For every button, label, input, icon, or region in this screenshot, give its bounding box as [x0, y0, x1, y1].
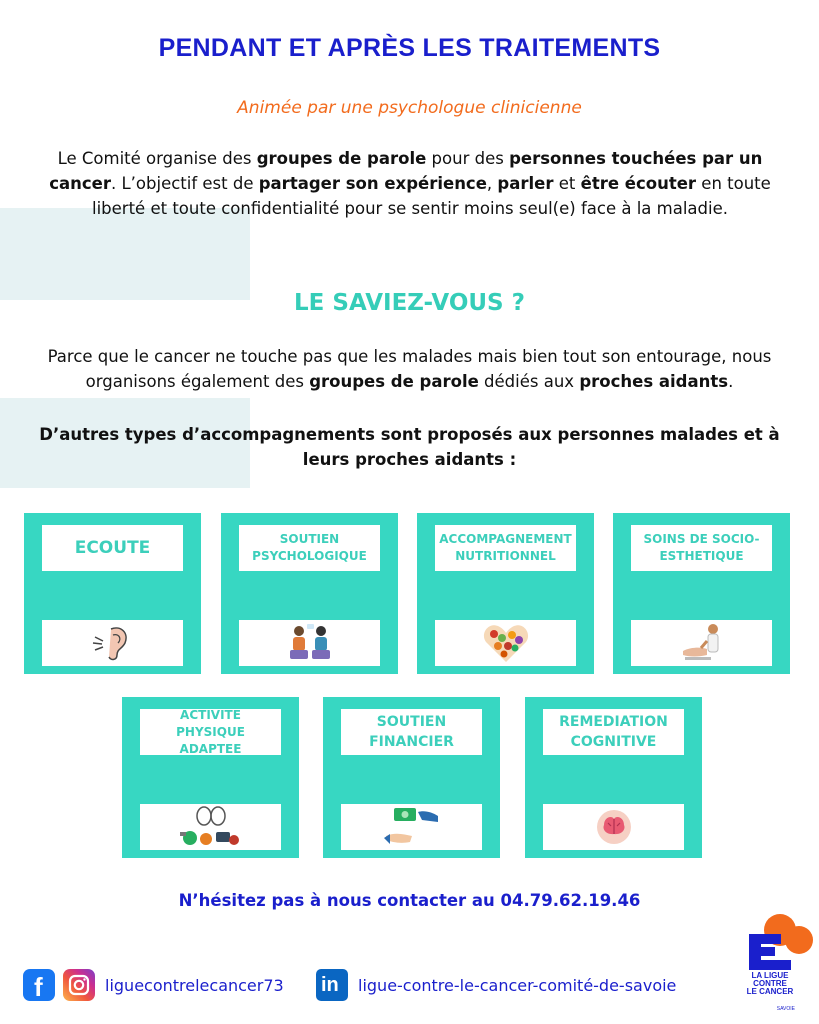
logo-subtext: SAVOIE	[776, 1006, 795, 1012]
card-label: ACCOMPAGNEMENT NUTRITIONNEL	[435, 525, 576, 571]
page-title: PENDANT ET APRÈS LES TRAITEMENTS	[158, 34, 661, 62]
card-label: ECOUTE	[42, 525, 183, 571]
page-subtitle: Animée par une psychologue clinicienne	[237, 98, 582, 118]
card-label: ACTIVITE PHYSIQUE ADAPTEE	[140, 709, 281, 755]
linkedin-icon[interactable]: in	[316, 969, 348, 1001]
card-ecoute	[24, 513, 201, 674]
beauty-care-icon	[631, 620, 772, 666]
ligue-logo-mark-icon	[745, 912, 815, 972]
contact-phone-text: N’hésitez pas à nous contacter au 04.79.62.19.46	[178, 891, 641, 910]
money-hand-icon	[341, 804, 482, 850]
sports-equipment-icon	[140, 804, 281, 850]
card-label: SOUTIEN FINANCIER	[341, 709, 482, 755]
card-remediation-cognitive	[525, 697, 702, 858]
brain-head-icon	[543, 804, 684, 850]
intro-paragraph: Le Comité organise des groupes de parole pour des personnes touchées par un cancer. L’objectif est de partager son expérience, parler et être écouter en toute liberté et toute confidentialité pour se sentir moins seul(e) face à la maladie.	[49, 149, 771, 218]
ligue-contre-le-cancer-logo	[745, 912, 815, 1016]
card-soutien-psychologique	[221, 513, 398, 674]
saviez-vous-heading: LE SAVIEZ-VOUS ?	[294, 290, 525, 316]
card-activite-physique-adaptee	[122, 697, 299, 858]
other-support-paragraph: D’autres types d’accompagnements sont proposés aux personnes malades et à leurs proches aidants :	[39, 425, 780, 469]
food-heart-icon	[435, 620, 576, 666]
card-label: SOINS DE SOCIO-ESTHETIQUE	[631, 525, 772, 571]
logo-text: LA LIGUE CONTRE LE CANCER	[746, 971, 794, 996]
proches-aidants-paragraph: Parce que le cancer ne touche pas que les malades mais bien tout son entourage, nous organisons également des groupes de parole dédiés aux proches aidants.	[47, 347, 772, 391]
facebook-icon[interactable]: f	[23, 969, 55, 1001]
social-links-left	[23, 968, 284, 1002]
linkedin-handle[interactable]: ligue-contre-le-cancer-comité-de-savoie	[358, 975, 677, 995]
social-links-right	[316, 968, 676, 1002]
social-handle[interactable]: liguecontrelecancer73	[105, 975, 284, 995]
card-label: SOUTIEN PSYCHOLOGIQUE	[239, 525, 380, 571]
decorative-band-top	[0, 208, 250, 300]
card-accompagnement-nutritionnel	[417, 513, 594, 674]
listening-ear-icon	[42, 620, 183, 666]
therapy-session-icon	[239, 620, 380, 666]
card-label: REMEDIATION COGNITIVE	[543, 709, 684, 755]
instagram-icon[interactable]	[63, 969, 95, 1001]
card-soins-socio-esthetique	[613, 513, 790, 674]
card-soutien-financier	[323, 697, 500, 858]
